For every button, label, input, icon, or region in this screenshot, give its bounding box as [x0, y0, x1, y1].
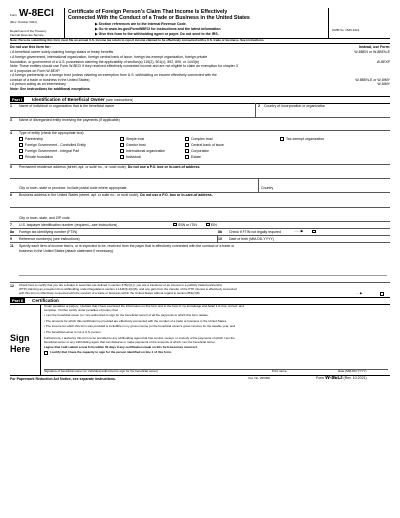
line11-label-b: business in the United States (attach statement if necessary). — [19, 248, 115, 253]
entity-type-label: Individual — [126, 155, 141, 159]
income-items-input[interactable] — [19, 254, 387, 276]
print-name-field[interactable] — [248, 358, 328, 368]
print-name-label: Print name — [272, 370, 287, 373]
line6-label: Business address in the United States (street, apt. or suite no., or rural route). Do not use a P.O. box or in-care-of address. — [19, 193, 213, 197]
entity-type-checkbox[interactable] — [19, 143, 23, 147]
entity-type-checkbox[interactable] — [185, 137, 189, 141]
agency: Internal Revenue Service — [10, 34, 44, 37]
do-not-use-item: foundation, or government of a U.S. possession claiming the applicability of section(s) 115(2), 501(c), 892, 895, or 1443(b) — [10, 59, 200, 64]
catalog-number: Cat. No. 25045D — [248, 377, 271, 380]
country-input[interactable] — [260, 179, 388, 185]
ftin-not-required-checkbox[interactable] — [312, 230, 316, 234]
country-label: Country — [261, 186, 274, 190]
signature-label: Signature of beneficial owner (or individual authorized to sign for the beneficial owner) — [44, 370, 158, 373]
capacity-checkbox[interactable] — [44, 351, 48, 355]
omb-number: OMB No. 1545-1621 — [332, 29, 360, 32]
signature-date-label: Date (MM-DD-YYYY) — [338, 370, 367, 373]
do-not-use-item: • A beneficial owner solely claiming foreign status or treaty benefits — [10, 50, 114, 54]
department: Department of the Treasury — [10, 30, 47, 33]
ein-label: EIN — [211, 222, 217, 227]
entity-type-label: Estate — [191, 155, 201, 159]
entity-type-label: Private foundation — [25, 155, 54, 159]
date-of-birth-input[interactable] — [280, 236, 388, 241]
entity-type-checkbox[interactable] — [120, 155, 124, 159]
entity-type-label: Partnership — [25, 137, 43, 141]
entity-type-checkbox[interactable] — [120, 149, 124, 153]
ssn-itin-checkbox[interactable] — [173, 223, 177, 227]
do-not-use-item: • A foreign partnership or a foreign trust (unless claiming an exemption from U.S. withholding on income effectively connected with the — [10, 73, 217, 77]
entity-type-checkbox[interactable] — [19, 137, 23, 141]
sign-label: Sign — [10, 333, 30, 343]
line1-label: Name of individual or organization that is the beneficial owner — [19, 103, 115, 108]
do-not-use-item: conduct of a trade or business in the United States) — [10, 77, 90, 82]
line12-label-b: (PTP) claiming an exception from withholding under Regulations section 1.1446(f)-4(b)(6), and any gain from the transfer of the PTP interest is effectively connected — [19, 288, 237, 291]
do-not-use-heading: Do not use this form for: — [10, 45, 51, 49]
alternate-form: W-8IMY — [377, 82, 390, 86]
entity-type-checkbox[interactable] — [120, 137, 124, 141]
line11-label-a: Specify each item of income that is, or is expected to be, received from the payer that is effectively connected with the conduct of a trade or — [19, 244, 235, 248]
do-not-use-item: • A person acting as an intermediary — [10, 82, 66, 86]
part1-title: Identification of Beneficial Owner (see instructions) — [32, 97, 134, 102]
certification-intro-b: complete. I further certify under penalties of perjury that: — [44, 309, 119, 312]
city-state-input[interactable] — [19, 179, 257, 185]
line8a-label: Foreign tax identifying number (FTIN) — [19, 229, 78, 234]
certification-intro-a: Under penalties of perjury, I declare that I have examined the information on this form and to the best of my knowledge and belief it is true, correct, and — [44, 305, 244, 308]
dealer-securities-checkbox[interactable] — [380, 292, 384, 296]
entity-type-checkbox[interactable] — [120, 143, 124, 147]
instructions-link: ▶ Go to www.irs.gov/FormW8ECI for instructions and the latest information. — [95, 27, 222, 31]
city-label: City or town, state or province. Include postal code where appropriate. — [19, 186, 128, 190]
certification-item: • The beneficial owner is not a U.S. person. — [44, 330, 102, 334]
entity-type-label: Complex trust — [191, 137, 213, 141]
entity-type-checkbox[interactable] — [280, 137, 284, 141]
part1-label: Part I — [12, 97, 23, 102]
authorization-a: Furthermore, I authorize this form to be provided to any withholding agent that has control, receipt, or custody of the payments of which I am the — [44, 337, 235, 340]
disregarded-entity-input[interactable] — [19, 123, 387, 129]
line9-label: Reference number(s) (see instructions) — [19, 236, 80, 241]
signature-date-field[interactable] — [332, 358, 388, 368]
city-zip-label: City or town, state, and ZIP code — [19, 216, 70, 220]
form-number: W-8ECI — [19, 8, 54, 19]
instead-use-heading: Instead, use Form: — [358, 45, 390, 49]
beneficial-owner-name-input[interactable] — [19, 108, 253, 116]
line8b-label: Check if FTIN not legally required — [229, 229, 281, 234]
certification-item: • I am the beneficial owner (or I am authorized to sign for the beneficial owner) of all the payments to which this form relates. — [44, 314, 209, 317]
top-note: Note: Persons submitting this form must file an annual U.S. income tax return to report income claimed to be effectively connected with a U.S. trade or business. See instructions. — [10, 39, 265, 42]
do-not-use-item: Note: These entities should use Form W-8ECI if they received effectively connected income and are not eligible to claim an exemption for chapter 3 — [10, 64, 238, 68]
line2-label: Country of incorporation or organization — [264, 103, 326, 108]
revision-date: (Rev. October 2021) — [10, 21, 37, 24]
line12-label-a: Check here to certify that you are a dealer in securities (as defined in section 475(c)(1)), you are a transferor of an interest in a publicly traded partnership — [19, 284, 223, 287]
entity-type-checkbox[interactable] — [19, 149, 23, 153]
do-not-use-item: Note: See instructions for additional exceptions. — [10, 86, 91, 91]
authorization-b: beneficial owner or any withholding agent that can disburse or make payments of the amounts of which I am the beneficial owner. — [44, 341, 216, 344]
line5-label: Permanent residence address (street, apt. or suite no., or rural route). Do not use a P.O. box or in-care-of address. — [19, 165, 201, 169]
reference-number-input[interactable] — [90, 236, 215, 241]
certification-item: • The income for which this form was provided is includible in my gross income (or the beneficial owner's gross income) for the taxable year, and — [44, 325, 235, 328]
form-page: Form W-8ECI (Rev. October 2021) Department of the Treasury Internal Revenue Service Certificate of Foreign Person's Claim That Income Is Effectively Connected With the Conduct of a Trade or Business in the United States ▶ Section references are to the Internal Revenue Code. ▶ Go to www.irs.gov/FormW8ECI for instructions and the latest information. ▶ Give this form to the withholding agent or payer. Do not send to the IRS. OMB No. 1545-1621 Note: Persons submitting this form must file an annual U.S. income tax return to report income claimed to be effectively connected with a U.S. trade or business. See instructions. Do not use this form for: Instead, use Form: • A beneficial owner solely claiming foreign status or treaty benefits W-8BEN or W-8BEN-E • A foreign government, international organization, foreign central bank of issue, foreign tax-exempt organization, foreign private foundation, or government of a U.S. possession claiming the applicability of section(s) 115(2), 501(c), 892, 895, or 1443(b) W-8EXP Note: These entities should use Form W-8ECI if they received effectively connected income and are not eligible to claim an exemption for chapter 3 or 4 purposes on Form W-8EXP. • A foreign partnership or a foreign trust (unless claiming an exemption from U.S. withholding on income effectively connected with the conduct of a trade or business in the United States) W-8BEN-E or W-8IMY • A person acting as an intermediary W-8IMY Note: See instructions for additional exceptions. Part I Identification of Beneficial Owner (see instructions) 1 Name of individual or organization that is the beneficial owner 2 Country of incorporation or organization 3 Name of disregarded entity receiving the payments (if applicable) 4 Type of entity (check the appropriate box): Partnership Simple trust Complex trust Tax-exempt organization Foreign Government - Controlled Entity Grantor trust Central bank of issue Foreign Government - Integral Part International organization Corporation Private foundation Individual Estate 5 Permanent residence address (street, apt. or suite no., or rural route). Do not use a P.O. box or in-care-of address. City or town, state or province. Include postal code where appropriate. Country 6 Business address in the United States (street, apt. or suite no., or rural route). Do not use a P.O. box or in-care-of address. City or town, state, and ZIP code 7 U.S. taxpayer identification number (required—see instructions) SSN or ITIN EIN 8a Foreign tax identifying number (FTIN) 8b Check if FTIN not legally required .......▶ 9 Reference number(s) (see instructions) 10 Date of birth (MM-DD-YYYY) 11 Specify each item of income that is, or is expected to be, received from the payer that is effectively connected with the conduct of a trade or business in the United States (attach statement if necessary). 12 Check here to certify that you are a dealer in securities (as defined in section 475(c)(1)), you are a transferor of an interest in a publicly traded partnership (PTP) claiming an exception from withholding under Regulations section 1.1446(f)-4(b)(6), and any gain from the transfer of the PTP interest is effectively connected with this form is effectively connected with the conduct of a trade or business within the United States without regard to section 864(c)(8) .....▶ Part II Certification Sign Here Under penalties of perjury, I declare that I have examined the information on this form and to the best of my knowledge and belief it is true, correct, and complete. I further certify under penalties of perjury that: • I am the beneficial owner (or I am authorized to sign for the beneficial owner) of all the payments to which this form relates. • The amounts for which this certification is provided are effectively connected with the conduct of a trade or business in the United States. • The income for which this form was provided is includible in my gross income (or the beneficial owner's gross income) for the taxable year, and • The beneficial owner is not a U.S. person. Furthermore, I authorize this form to be provided to any withholding agent that has control, receipt, or custody of the payments of which I am the beneficial owner or any withholding agent that can disburse or make payments of the amounts of which I am the beneficial owner. I agree that I will submit a new form within 30 days if any certification made on this form becomes incorrect. I certify that I have the capacity to sign for the person identified on line 1 of this form. Signature of beneficial owner (or individual authorized to sign for the beneficial owner) Print name Date (MM-DD-YYYY) For Paperwork Reduction Act Notice, see separate instructions. Cat. No. 25045D Form W-8ECI (Rev. 10-2021) — [10, 8, 390, 381]
ssn-itin-label: SSN or ITIN — [178, 222, 197, 227]
section-references: ▶ Section references are to the Internal Revenue Code. — [95, 22, 187, 26]
line3-label: Name of disregarded entity receiving the payments (if applicable) — [19, 118, 120, 122]
part2-label: Part II — [12, 298, 24, 303]
line10-label: Date of birth (MM-DD-YYYY) — [229, 236, 274, 241]
alternate-form: W-8BEN-E or W-8IMY — [355, 77, 390, 82]
do-not-use-item: or 4 purposes on Form W-8EXP. — [10, 68, 61, 73]
entity-type-label: Tax-exempt organization — [286, 137, 325, 141]
entity-type-label: Grantor trust — [126, 143, 146, 147]
ein-checkbox[interactable] — [206, 223, 210, 227]
entity-type-label: Central bank of issue — [191, 143, 224, 147]
us-city-zip-input[interactable] — [19, 208, 387, 215]
entity-type-label: Foreign Government - Integral Part — [25, 149, 80, 153]
entity-type-checkbox[interactable] — [185, 155, 189, 159]
entity-type-label: Simple trust — [126, 137, 145, 141]
line4-label: Type of entity (check the appropriate box): — [19, 131, 85, 135]
entity-type-label: Corporation — [191, 149, 210, 153]
entity-type-checkbox[interactable] — [185, 149, 189, 153]
form-title-line1: Certificate of Foreign Person's Claim That Income Is Effectively — [68, 9, 228, 15]
line12-label-c: with this form is effectively connected with the conduct of a trade or business within the United States without regard to section 864(c)(8) — [19, 292, 200, 295]
capacity-statement: I certify that I have the capacity to sign for the person identified on line 1 of this form. — [50, 351, 172, 354]
form-label: Form — [10, 14, 17, 17]
country-of-incorporation-input[interactable] — [264, 108, 388, 116]
entity-type-checkbox[interactable] — [19, 155, 23, 159]
entity-type-label: Foreign Government - Controlled Entity — [25, 143, 86, 147]
give-form-notice: ▶ Give this form to the withholding agent or payer. Do not send to the IRS. — [95, 32, 219, 36]
alternate-form: W-8EXP — [376, 59, 390, 64]
line7-label: U.S. taxpayer identification number (required—see instructions) — [19, 222, 118, 227]
alternate-form: W-8BEN or W-8BEN-E — [354, 50, 390, 54]
signature-field[interactable] — [44, 358, 244, 368]
agreement-statement: I agree that I will submit a new form within 30 days if any certification made on this form becomes incorrect. — [44, 346, 198, 349]
here-label: Here — [10, 344, 31, 354]
ftin-input[interactable] — [90, 229, 215, 234]
entity-type-label: International organization — [126, 149, 166, 153]
footer-form-id: Form W-8ECI (Rev. 10-2021) — [316, 376, 367, 381]
entity-type-checkbox[interactable] — [185, 143, 189, 147]
us-business-address-input[interactable] — [19, 198, 387, 206]
permanent-address-input[interactable] — [19, 170, 387, 177]
paperwork-notice: For Paperwork Reduction Act Notice, see separate instructions. — [10, 376, 116, 381]
form-title-line2: Connected With the Conduct of a Trade or Business in the United States — [68, 15, 250, 21]
part2-title: Certification — [32, 298, 59, 303]
do-not-use-item: • A foreign government, international organization, foreign central bank of issue, foreign tax-exempt organization, foreign private — [10, 55, 208, 59]
certification-item: • The amounts for which this certification is provided are effectively connected with the conduct of a trade or business in the United States. — [44, 319, 228, 323]
